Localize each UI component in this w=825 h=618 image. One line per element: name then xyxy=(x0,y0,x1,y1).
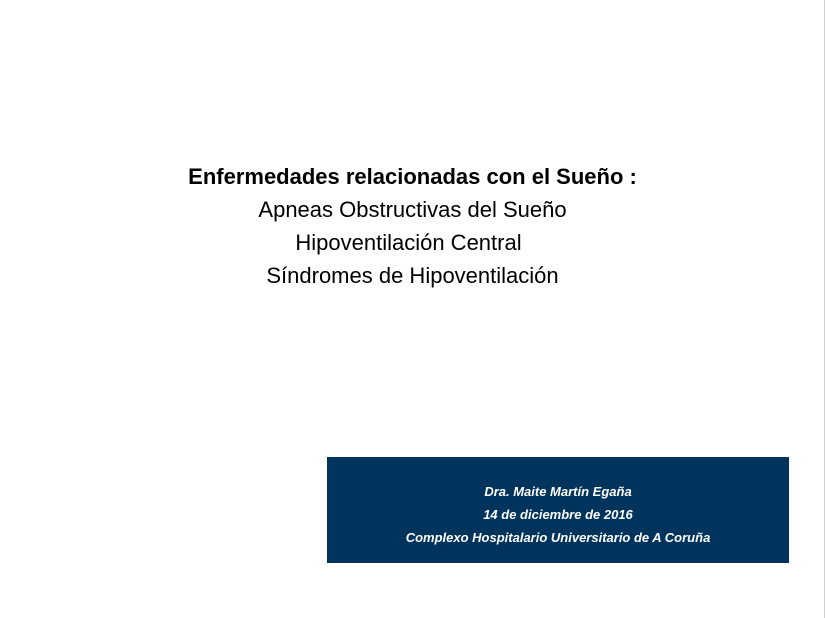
author-info-box xyxy=(327,457,789,563)
topic-obstructive-apnea: Apneas Obstructivas del Sueño xyxy=(258,197,567,222)
topic-hypoventilation-syndromes: Síndromes de Hipoventilación xyxy=(266,263,559,288)
presentation-date: 14 de diciembre de 2016 xyxy=(483,507,633,522)
author-name: Dra. Maite Martín Egaña xyxy=(484,484,632,499)
institution-name: Complexo Hospitalario Universitario de A Coruña xyxy=(405,530,711,545)
slide-title: Enfermedades relacionadas con el Sueño : xyxy=(188,164,637,189)
topic-central-hypoventilation: Hipoventilación Central xyxy=(295,230,522,255)
